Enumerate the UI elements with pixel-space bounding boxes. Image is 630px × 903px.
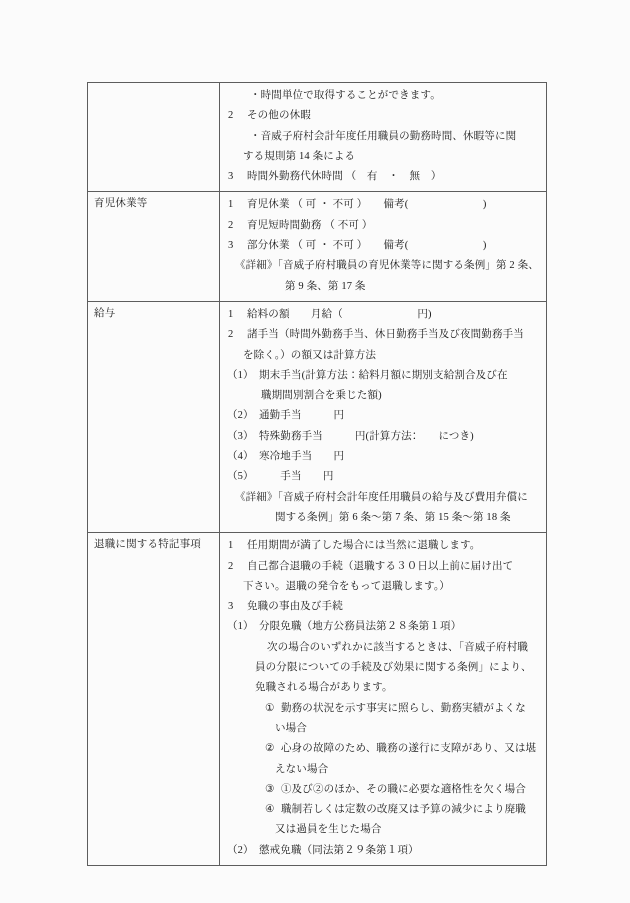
content-line bbox=[225, 719, 541, 739]
table-body bbox=[88, 83, 547, 866]
list-marker: （4） bbox=[227, 451, 254, 463]
row-label-text bbox=[88, 83, 219, 91]
row-label-text: 給与 bbox=[94, 307, 116, 319]
list-marker: 2 bbox=[228, 219, 234, 231]
line-text: 懲戒免職（同法第２９条第１項） bbox=[259, 844, 419, 856]
line-text: ・時間単位で取得することができます。 bbox=[250, 90, 441, 101]
line-text: 心身の故障のため、職務の遂行に支障があり、又は堪 bbox=[281, 743, 537, 755]
list-marker: 2 bbox=[228, 329, 234, 341]
row-content-lines bbox=[220, 192, 546, 300]
content-line bbox=[225, 467, 541, 487]
line-text: 又は過員を生じた場合 bbox=[275, 824, 382, 836]
list-marker: ④ bbox=[265, 804, 275, 816]
line-text: 関する条例」第 6 条～第 7 条、第 15 条～第 18 条 bbox=[275, 511, 511, 523]
line-text: 通勤手当 円 bbox=[259, 410, 345, 422]
line-text: 分限免職（地方公務員法第２８条第１項） bbox=[259, 621, 462, 633]
table-row bbox=[88, 533, 547, 866]
row-content-cell bbox=[220, 192, 547, 301]
content-line bbox=[225, 427, 541, 447]
list-marker: 1 bbox=[228, 199, 234, 211]
content-line bbox=[225, 366, 541, 386]
line-text: 下さい。退職の発令をもって退職します。） bbox=[243, 580, 450, 592]
line-text: ・音威子府村会計年度任用職員の勤務時間、休暇等に関 bbox=[250, 130, 517, 142]
line-text: い場合 bbox=[275, 722, 307, 734]
list-marker: （1） bbox=[227, 369, 254, 381]
row-content-lines bbox=[220, 302, 546, 532]
line-text: 職制若しくは定数の改廃又は予算の減少により廃職 bbox=[281, 804, 526, 816]
line-text: 勤務の状況を示す事実に照らし、勤務実績がよくな bbox=[281, 702, 526, 714]
content-line bbox=[225, 739, 541, 759]
content-line bbox=[225, 678, 541, 698]
employment-conditions-table bbox=[87, 82, 547, 866]
list-marker: 3 bbox=[228, 171, 234, 183]
list-marker: （5） bbox=[227, 471, 254, 483]
line-text: 免職される場合があります。 bbox=[255, 682, 393, 694]
content-line bbox=[225, 346, 541, 366]
content-line bbox=[225, 536, 541, 556]
line-text: 《詳細》「音威子府村会計年度任用職員の給与及び費用弁償に bbox=[235, 491, 528, 503]
table-row bbox=[88, 192, 547, 301]
list-marker: 3 bbox=[228, 601, 234, 613]
content-line bbox=[225, 216, 541, 236]
line-text: 任用期間が満了した場合には当然に退職します。 bbox=[247, 540, 481, 552]
table-row bbox=[88, 83, 547, 192]
content-line bbox=[225, 147, 541, 167]
row-content-lines bbox=[220, 533, 546, 865]
line-text: 部分休業 （ 可 ・ 不可 ） 備考( ) bbox=[247, 240, 487, 252]
content-line bbox=[225, 277, 541, 297]
line-text: 給料の額 月給（ 円) bbox=[247, 308, 432, 320]
content-line bbox=[225, 800, 541, 820]
line-text: その他の休暇 bbox=[247, 110, 311, 122]
list-marker: （2） bbox=[227, 844, 254, 856]
content-line bbox=[225, 127, 541, 147]
row-label-text: 育児休業等 bbox=[94, 198, 148, 210]
list-marker: ② bbox=[265, 743, 275, 755]
list-marker: ③ bbox=[265, 783, 275, 795]
row-content-cell bbox=[220, 83, 547, 192]
content-line bbox=[225, 488, 541, 508]
row-content-cell bbox=[220, 533, 547, 866]
line-text: 期末手当(計算方法：給料月額に期別支給割合及び在 bbox=[259, 369, 508, 381]
list-marker: （1） bbox=[227, 621, 254, 633]
content-line bbox=[225, 760, 541, 780]
content-line bbox=[225, 256, 541, 276]
line-text: 寒冷地手当 円 bbox=[259, 451, 345, 463]
content-line bbox=[225, 305, 541, 325]
row-label-cell bbox=[88, 83, 220, 192]
content-line bbox=[225, 406, 541, 426]
list-marker: 2 bbox=[228, 110, 234, 122]
list-marker: 2 bbox=[228, 560, 234, 572]
content-line bbox=[225, 780, 541, 800]
line-text: 職期間別割合を乗じた額) bbox=[261, 390, 382, 402]
line-text: 育児休業 （ 可 ・ 不可 ） 備考( ) bbox=[247, 199, 487, 211]
line-text: する規則第 14 条による bbox=[243, 150, 356, 162]
content-line bbox=[225, 577, 541, 597]
content-line bbox=[225, 557, 541, 577]
content-line bbox=[225, 597, 541, 617]
content-line bbox=[225, 386, 541, 406]
line-text: 自己都合退職の手続（退職する３０日以上前に届け出て bbox=[247, 560, 514, 572]
list-marker: 1 bbox=[228, 540, 234, 552]
line-text: 時間外勤務代休時間 （ 有 ・ 無 ） bbox=[247, 171, 442, 183]
line-text: ①及び②のほか、その職に必要な適格性を欠く場合 bbox=[281, 783, 526, 795]
content-line bbox=[225, 841, 541, 861]
list-marker: 1 bbox=[228, 308, 234, 320]
row-label-cell bbox=[88, 192, 220, 301]
content-line bbox=[225, 236, 541, 256]
content-line bbox=[225, 325, 541, 345]
content-line bbox=[225, 167, 541, 187]
line-text: 第 9 条、第 17 条 bbox=[285, 280, 366, 292]
list-marker: （3） bbox=[227, 430, 254, 442]
content-line bbox=[225, 195, 541, 215]
line-text: を除く。）の額又は計算方法 bbox=[243, 349, 376, 361]
row-content-cell bbox=[220, 301, 547, 532]
line-text: 手当 円 bbox=[259, 471, 334, 483]
line-text: 次の場合のいずれかに該当するときは、「音威子府村職 bbox=[267, 641, 528, 653]
content-line bbox=[225, 508, 541, 528]
row-content-lines bbox=[220, 83, 546, 191]
line-text: 員の分限についての手続及び効果に関する条例」により、 bbox=[255, 662, 532, 674]
line-text: 《詳細》「音威子府村職員の育児休業等に関する条例」第 2 条、 bbox=[235, 260, 539, 272]
line-text: 育児短時間勤務 （ 不可 ） bbox=[247, 219, 373, 231]
row-label-text: 退職に関する特記事項 bbox=[94, 539, 201, 551]
table-row bbox=[88, 301, 547, 532]
line-text: 免職の事由及び手続 bbox=[247, 601, 343, 613]
line-text: 特殊勤務手当 円(計算方法： につき) bbox=[259, 430, 474, 442]
list-marker: ① bbox=[265, 702, 275, 714]
list-marker: （2） bbox=[227, 410, 254, 422]
content-line bbox=[225, 820, 541, 840]
content-line bbox=[225, 638, 541, 658]
list-marker: 3 bbox=[228, 240, 234, 252]
content-line bbox=[225, 699, 541, 719]
content-line bbox=[225, 617, 541, 637]
row-label-cell bbox=[88, 301, 220, 532]
content-line bbox=[225, 447, 541, 467]
content-line bbox=[225, 658, 541, 678]
row-label-cell bbox=[88, 533, 220, 866]
line-text: えない場合 bbox=[275, 763, 329, 775]
content-line bbox=[225, 106, 541, 126]
content-line bbox=[225, 86, 541, 106]
line-text: 諸手当（時間外勤務手当、休日勤務手当及び夜間勤務手当 bbox=[247, 329, 524, 341]
